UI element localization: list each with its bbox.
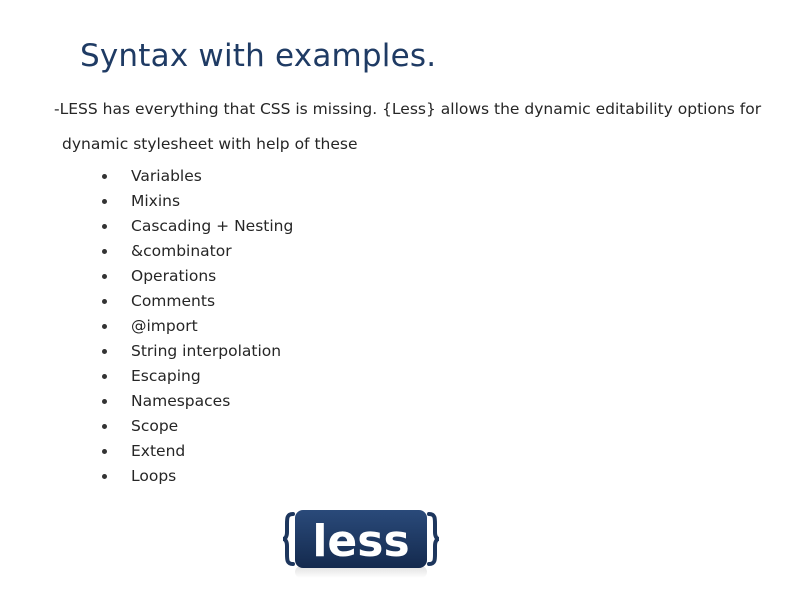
list-item-label: Operations xyxy=(131,267,217,285)
list-item-label: Namespaces xyxy=(131,392,231,410)
list-item-label: Loops xyxy=(131,467,177,485)
bullet-icon xyxy=(102,274,107,279)
bullet-icon xyxy=(102,199,107,204)
list-item xyxy=(102,364,293,389)
bullet-icon xyxy=(102,249,107,254)
list-item xyxy=(102,189,293,214)
list-item xyxy=(102,239,293,264)
intro-paragraph xyxy=(54,92,784,162)
list-item-label: &combinator xyxy=(131,242,232,260)
bullet-icon xyxy=(102,349,107,354)
bullet-icon xyxy=(102,374,107,379)
list-item-label: Mixins xyxy=(131,192,181,210)
list-item-label: Cascading + Nesting xyxy=(131,217,294,235)
list-item xyxy=(102,289,293,314)
list-item xyxy=(102,389,293,414)
list-item-label: Comments xyxy=(131,292,216,310)
list-item xyxy=(102,439,293,464)
list-item-label: @import xyxy=(131,317,198,335)
bullet-icon xyxy=(102,224,107,229)
list-item xyxy=(102,164,293,189)
bullet-icon xyxy=(102,424,107,429)
bullet-icon xyxy=(102,174,107,179)
list-item-label: Extend xyxy=(131,442,186,460)
list-item xyxy=(102,264,293,289)
bullet-icon xyxy=(102,299,107,304)
intro-line-2: dynamic stylesheet with help of these xyxy=(62,135,358,153)
bullet-icon xyxy=(102,449,107,454)
less-logo xyxy=(283,506,439,580)
list-item xyxy=(102,339,293,364)
bullet-icon xyxy=(102,399,107,404)
list-item xyxy=(102,464,293,489)
list-item xyxy=(102,314,293,339)
logo-text: less xyxy=(312,516,410,567)
bullet-icon xyxy=(102,324,107,329)
bullet-icon xyxy=(102,474,107,479)
logo-right-brace xyxy=(429,514,439,564)
list-item-label: String interpolation xyxy=(131,342,282,360)
intro-line-1: -LESS has everything that CSS is missing. {Less} allows the dynamic editability options for xyxy=(54,100,762,118)
feature-list xyxy=(102,164,293,489)
list-item-label: Scope xyxy=(131,417,179,435)
logo-left-brace xyxy=(283,514,293,564)
list-item xyxy=(102,214,293,239)
list-item xyxy=(102,414,293,439)
list-item-label: Escaping xyxy=(131,367,201,385)
slide-title: Syntax with examples. xyxy=(80,38,437,74)
list-item-label: Variables xyxy=(131,167,202,185)
